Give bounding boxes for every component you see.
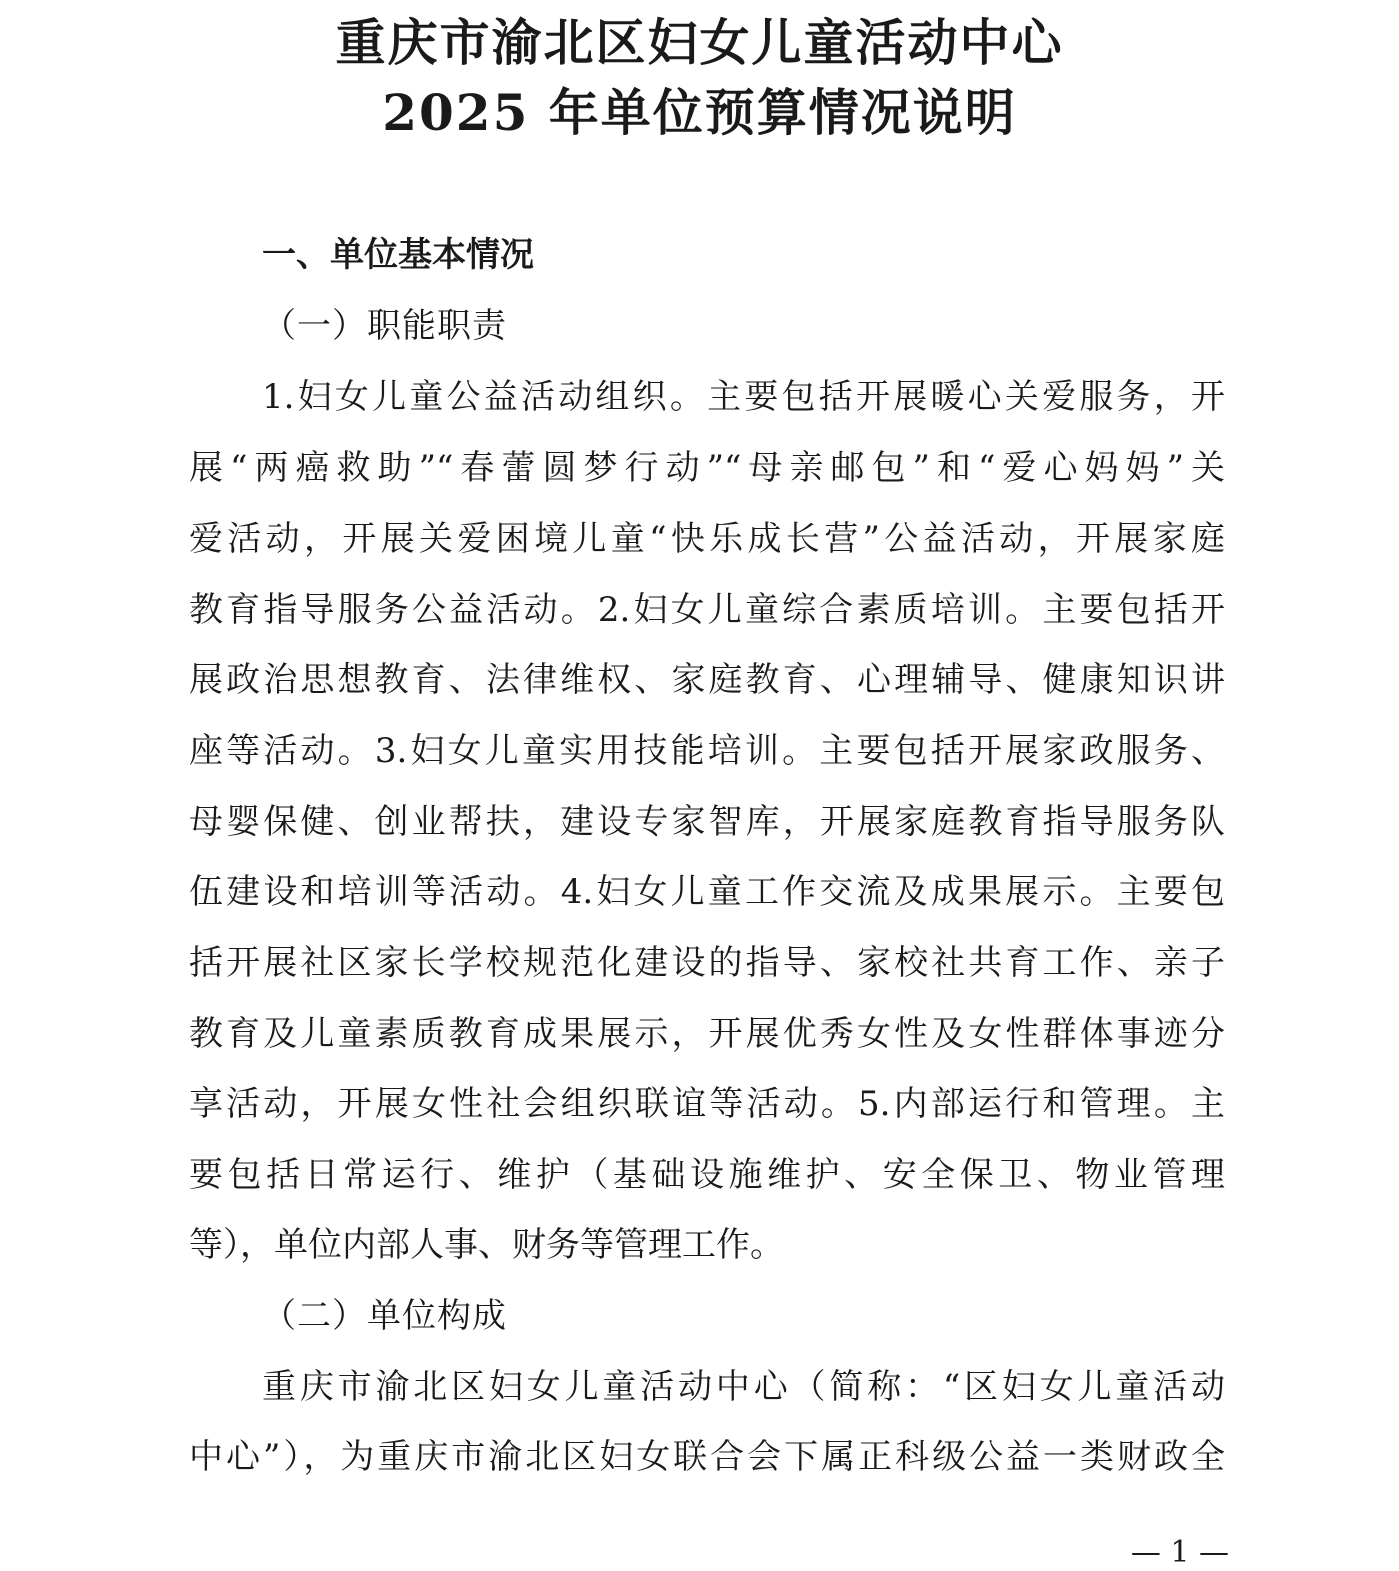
paragraph-line: 括开展社区家长学校规范化建设的指导、家校社共育工作、亲子 — [189, 943, 1225, 983]
paragraph-line: 重庆市渝北区妇女儿童活动中心（简称：“区妇女儿童活动 — [262, 1367, 1225, 1407]
paragraph-line: 教育及儿童素质教育成果展示，开展优秀女性及女性群体事迹分 — [189, 1014, 1225, 1054]
paragraph-line: 要包括日常运行、维护（基础设施维护、安全保卫、物业管理 — [189, 1155, 1225, 1195]
paragraph-line: 展“两癌救助”“春蕾圆梦行动”“母亲邮包”和“爱心妈妈”关 — [189, 448, 1225, 488]
paragraph-line: 爱活动，开展关爱困境儿童“快乐成长营”公益活动，开展家庭 — [189, 519, 1225, 559]
section-heading-basic-info: 一、单位基本情况 — [262, 235, 534, 275]
paragraph-line: 母婴保健、创业帮扶，建设专家智库，开展家庭教育指导服务队 — [189, 802, 1225, 842]
paragraph-line: 展政治思想教育、法律维权、家庭教育、心理辅导、健康知识讲 — [189, 660, 1225, 700]
subsection-heading-composition: （二）单位构成 — [262, 1296, 507, 1336]
paragraph-line: 1.妇女儿童公益活动组织。主要包括开展暖心关爱服务，开 — [262, 377, 1225, 417]
paragraph-line: 等），单位内部人事、财务等管理工作。 — [189, 1225, 784, 1265]
paragraph-line: 享活动，开展女性社会组织联谊等活动。5.内部运行和管理。主 — [189, 1084, 1225, 1124]
subsection-heading-functions: （一）职能职责 — [262, 306, 507, 346]
paragraph-line: 中心”），为重庆市渝北区妇女联合会下属正科级公益一类财政全 — [189, 1437, 1225, 1477]
paragraph-line: 教育指导服务公益活动。2.妇女儿童综合素质培训。主要包括开 — [189, 590, 1225, 630]
page-number: — 1 — — [1130, 1535, 1229, 1570]
document-title-line1: 重庆市渝北区妇女儿童活动中心 — [335, 13, 1064, 72]
document-title-line2: 2025 年单位预算情况说明 — [382, 83, 1017, 142]
paragraph-line: 座等活动。3.妇女儿童实用技能培训。主要包括开展家政服务、 — [189, 731, 1225, 771]
paragraph-line: 伍建设和培训等活动。4.妇女儿童工作交流及成果展示。主要包 — [189, 872, 1225, 912]
